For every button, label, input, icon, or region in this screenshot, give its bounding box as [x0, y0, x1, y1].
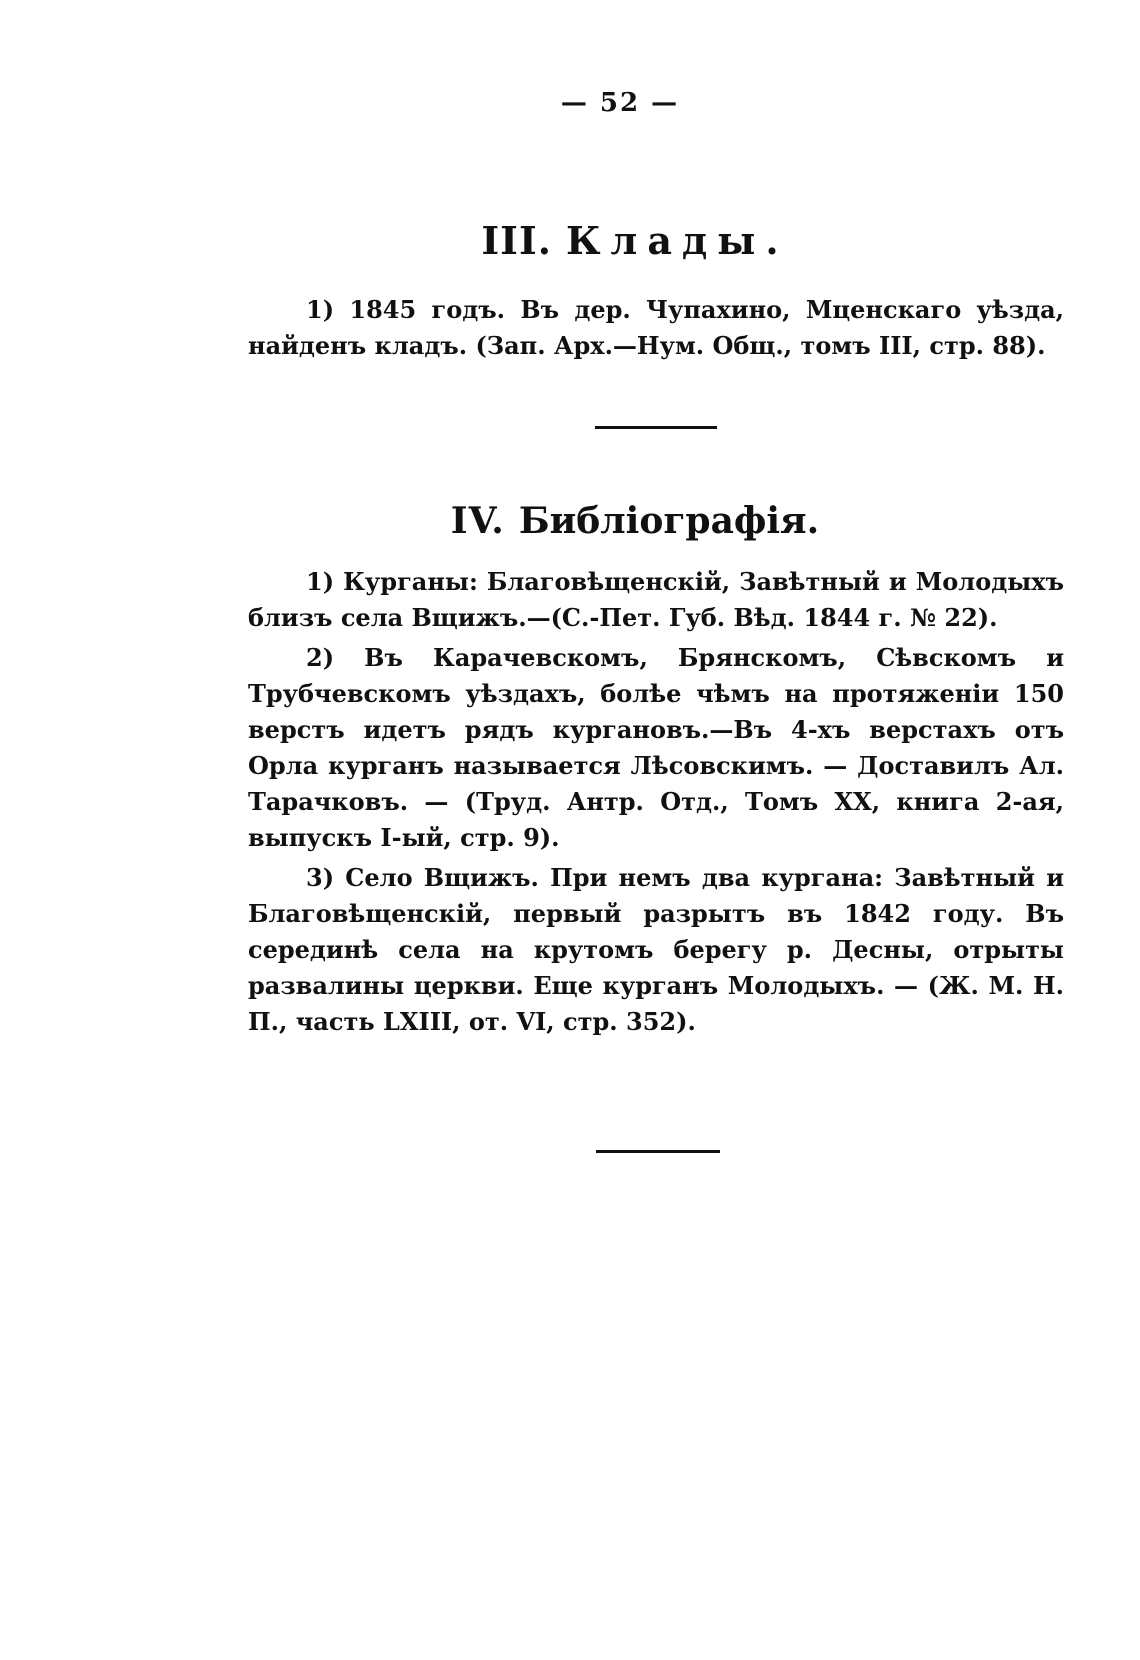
end-divider: [596, 1150, 720, 1153]
section-3-numeral: III.: [481, 218, 552, 263]
page-number: — 52 —: [560, 88, 680, 118]
section-4-item-2: 2) Въ Карачевскомъ, Брянскомъ, Сѣвскомъ и Трубчевскомъ уѣздахъ, болѣе чѣмъ на протяженіи 150 верстъ идетъ рядъ кургановъ.—Въ 4-хъ верстахъ отъ Орла курганъ называется Лѣсовскимъ. — Доставилъ Ал. Тарачковъ. — (Труд. Антр. Отд., Томъ XX, книга 2-ая, выпускъ I-ый, стр. 9).: [248, 643, 1064, 852]
section-3-item-1: 1) 1845 годъ. Въ дер. Чупахино, Мценскаго уѣзда, найденъ кладъ. (Зап. Арх.—Нум. Общ., томъ III, стр. 88).: [248, 295, 1064, 360]
section-4-item-3: 3) Село Вщижъ. При немъ два кургана: Завѣтный и Благовѣщенскій, первый разрытъ въ 1842 году. Въ серединѣ села на крутомъ берегу р. Десны, отрыты развалины церкви. Еще курганъ Молодыхъ. — (Ж. М. Н. П., часть LXIII, от. VI, стр. 352).: [248, 863, 1064, 1036]
section-4-numeral: IV.: [450, 500, 505, 542]
section-3-body: [248, 292, 1064, 368]
section-3-title: Клады.: [565, 218, 789, 263]
section-4-body: [248, 564, 1064, 1044]
section-4-title: Библіографія.: [518, 500, 820, 542]
section-4-heading: [0, 500, 1140, 542]
section-4-item-1: 1) Курганы: Благовѣщенскій, Завѣтный и Молодыхъ близъ села Вщижъ.—(С.-Пет. Губ. Вѣд. 1844 г. № 22).: [248, 567, 1064, 632]
section-divider: [595, 426, 717, 429]
section-3-heading: [0, 218, 1140, 263]
